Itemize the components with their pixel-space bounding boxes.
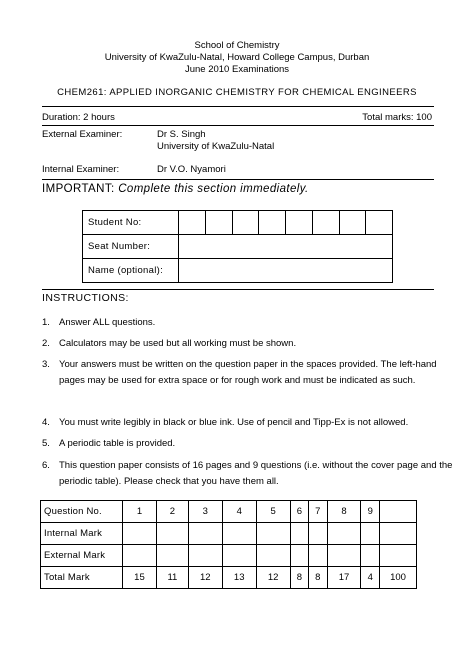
- divider-important: [42, 179, 434, 180]
- divider-instructions: [42, 289, 434, 290]
- seat-number-field[interactable]: [179, 235, 393, 259]
- external-mark-cell[interactable]: [327, 545, 361, 567]
- seat-number-row: [83, 235, 393, 259]
- student-no-box[interactable]: [312, 211, 339, 235]
- external-examiner-affiliation: University of KwaZulu-Natal: [157, 141, 275, 152]
- total-mark-cell: 12: [256, 567, 290, 589]
- student-no-label: Student No:: [83, 211, 179, 235]
- student-no-box[interactable]: [339, 211, 366, 235]
- question-number: 8: [327, 501, 361, 523]
- instruction-text: You must write legibly in black or blue ink. Use of pencil and Tipp-Ex is not allowed.: [59, 417, 409, 428]
- exam-session: June 2010 Examinations: [184, 64, 290, 75]
- student-no-box[interactable]: [232, 211, 259, 235]
- important-notice: [42, 183, 309, 195]
- external-mark-cell[interactable]: [309, 545, 327, 567]
- internal-mark-cell[interactable]: [309, 523, 327, 545]
- internal-examiner-label: Internal Examiner:: [42, 164, 120, 175]
- external-mark-cell[interactable]: [361, 545, 380, 567]
- instruction-number: 2.: [42, 338, 50, 349]
- instruction-text: Calculators may be used but all working must be shown.: [59, 338, 297, 349]
- internal-mark-label: Internal Mark: [41, 523, 123, 545]
- student-no-box[interactable]: [205, 211, 232, 235]
- student-no-box[interactable]: [259, 211, 286, 235]
- total-mark-label: Total Mark: [41, 567, 123, 589]
- school-name: School of Chemistry: [194, 40, 280, 51]
- total-mark-cell: 4: [361, 567, 380, 589]
- internal-examiner-name: Dr V.O. Nyamori: [157, 164, 226, 175]
- student-info-table: [82, 210, 393, 283]
- question-number: 1: [123, 501, 157, 523]
- external-mark-cell[interactable]: [256, 545, 290, 567]
- external-mark-cell[interactable]: [290, 545, 308, 567]
- question-number: 4: [222, 501, 256, 523]
- total-marks: Total marks: 100: [362, 112, 432, 123]
- external-mark-row: [41, 545, 417, 567]
- student-no-box[interactable]: [366, 211, 393, 235]
- total-mark-cell: 8: [309, 567, 327, 589]
- divider-top: [42, 106, 434, 107]
- question-number: 7: [309, 501, 327, 523]
- course-title: CHEM261: APPLIED INORGANIC CHEMISTRY FOR CHEMICAL ENGINEERS: [57, 87, 417, 98]
- total-mark-cell: 12: [188, 567, 222, 589]
- internal-mark-cell[interactable]: [380, 523, 417, 545]
- question-no-label: Question No.: [41, 501, 123, 523]
- student-no-box[interactable]: [179, 211, 206, 235]
- name-field[interactable]: [179, 259, 393, 283]
- internal-mark-cell[interactable]: [123, 523, 157, 545]
- question-number-row: [41, 501, 417, 523]
- external-mark-cell[interactable]: [123, 545, 157, 567]
- instruction-text: Answer ALL questions.: [59, 317, 156, 328]
- instruction-number: 1.: [42, 317, 50, 328]
- external-examiner-name: Dr S. Singh: [157, 129, 206, 140]
- marks-table: [40, 500, 417, 589]
- external-mark-label: External Mark: [41, 545, 123, 567]
- question-number: 5: [256, 501, 290, 523]
- university-name: University of KwaZulu-Natal, Howard College Campus, Durban: [104, 52, 370, 63]
- important-label: IMPORTANT:: [42, 183, 115, 195]
- internal-mark-row: [41, 523, 417, 545]
- empty-cell: [380, 501, 417, 523]
- internal-mark-cell[interactable]: [222, 523, 256, 545]
- total-mark-cell: 13: [222, 567, 256, 589]
- student-no-row: [83, 211, 393, 235]
- total-mark-cell: 15: [123, 567, 157, 589]
- important-text: Complete this section immediately.: [118, 183, 309, 195]
- internal-mark-cell[interactable]: [290, 523, 308, 545]
- external-examiner-label: External Examiner:: [42, 129, 123, 140]
- total-mark-cell: 17: [327, 567, 361, 589]
- instruction-text: This question paper consists of 16 pages and 9 questions (i.e. without the cover page and the periodic table). Please check that you have them all.: [59, 460, 453, 487]
- internal-mark-cell[interactable]: [361, 523, 380, 545]
- instructions-heading: INSTRUCTIONS:: [42, 292, 129, 304]
- seat-number-label: Seat Number:: [83, 235, 179, 259]
- external-mark-cell[interactable]: [380, 545, 417, 567]
- internal-mark-cell[interactable]: [327, 523, 361, 545]
- question-number: 9: [361, 501, 380, 523]
- instruction-number: 6.: [42, 460, 50, 471]
- external-mark-cell[interactable]: [188, 545, 222, 567]
- divider-examiners: [42, 125, 434, 126]
- instruction-number: 5.: [42, 438, 50, 449]
- name-label: Name (optional):: [83, 259, 179, 283]
- instruction-number: 3.: [42, 359, 50, 370]
- internal-mark-cell[interactable]: [256, 523, 290, 545]
- total-mark-cell: 11: [156, 567, 188, 589]
- external-mark-cell[interactable]: [222, 545, 256, 567]
- total-mark-row: [41, 567, 417, 589]
- question-number: 3: [188, 501, 222, 523]
- question-number: 6: [290, 501, 308, 523]
- instruction-number: 4.: [42, 417, 50, 428]
- external-mark-cell[interactable]: [156, 545, 188, 567]
- internal-mark-cell[interactable]: [188, 523, 222, 545]
- instruction-text: A periodic table is provided.: [59, 438, 176, 449]
- total-mark-cell: 8: [290, 567, 308, 589]
- grand-total-cell: 100: [380, 567, 417, 589]
- question-number: 2: [156, 501, 188, 523]
- student-no-box[interactable]: [286, 211, 313, 235]
- duration: Duration: 2 hours: [42, 112, 115, 123]
- internal-mark-cell[interactable]: [156, 523, 188, 545]
- name-row: [83, 259, 393, 283]
- instruction-text: Your answers must be written on the question paper in the spaces provided. The left-hand pages may be used for extra space or for rough work and must be indicated as such.: [59, 359, 437, 386]
